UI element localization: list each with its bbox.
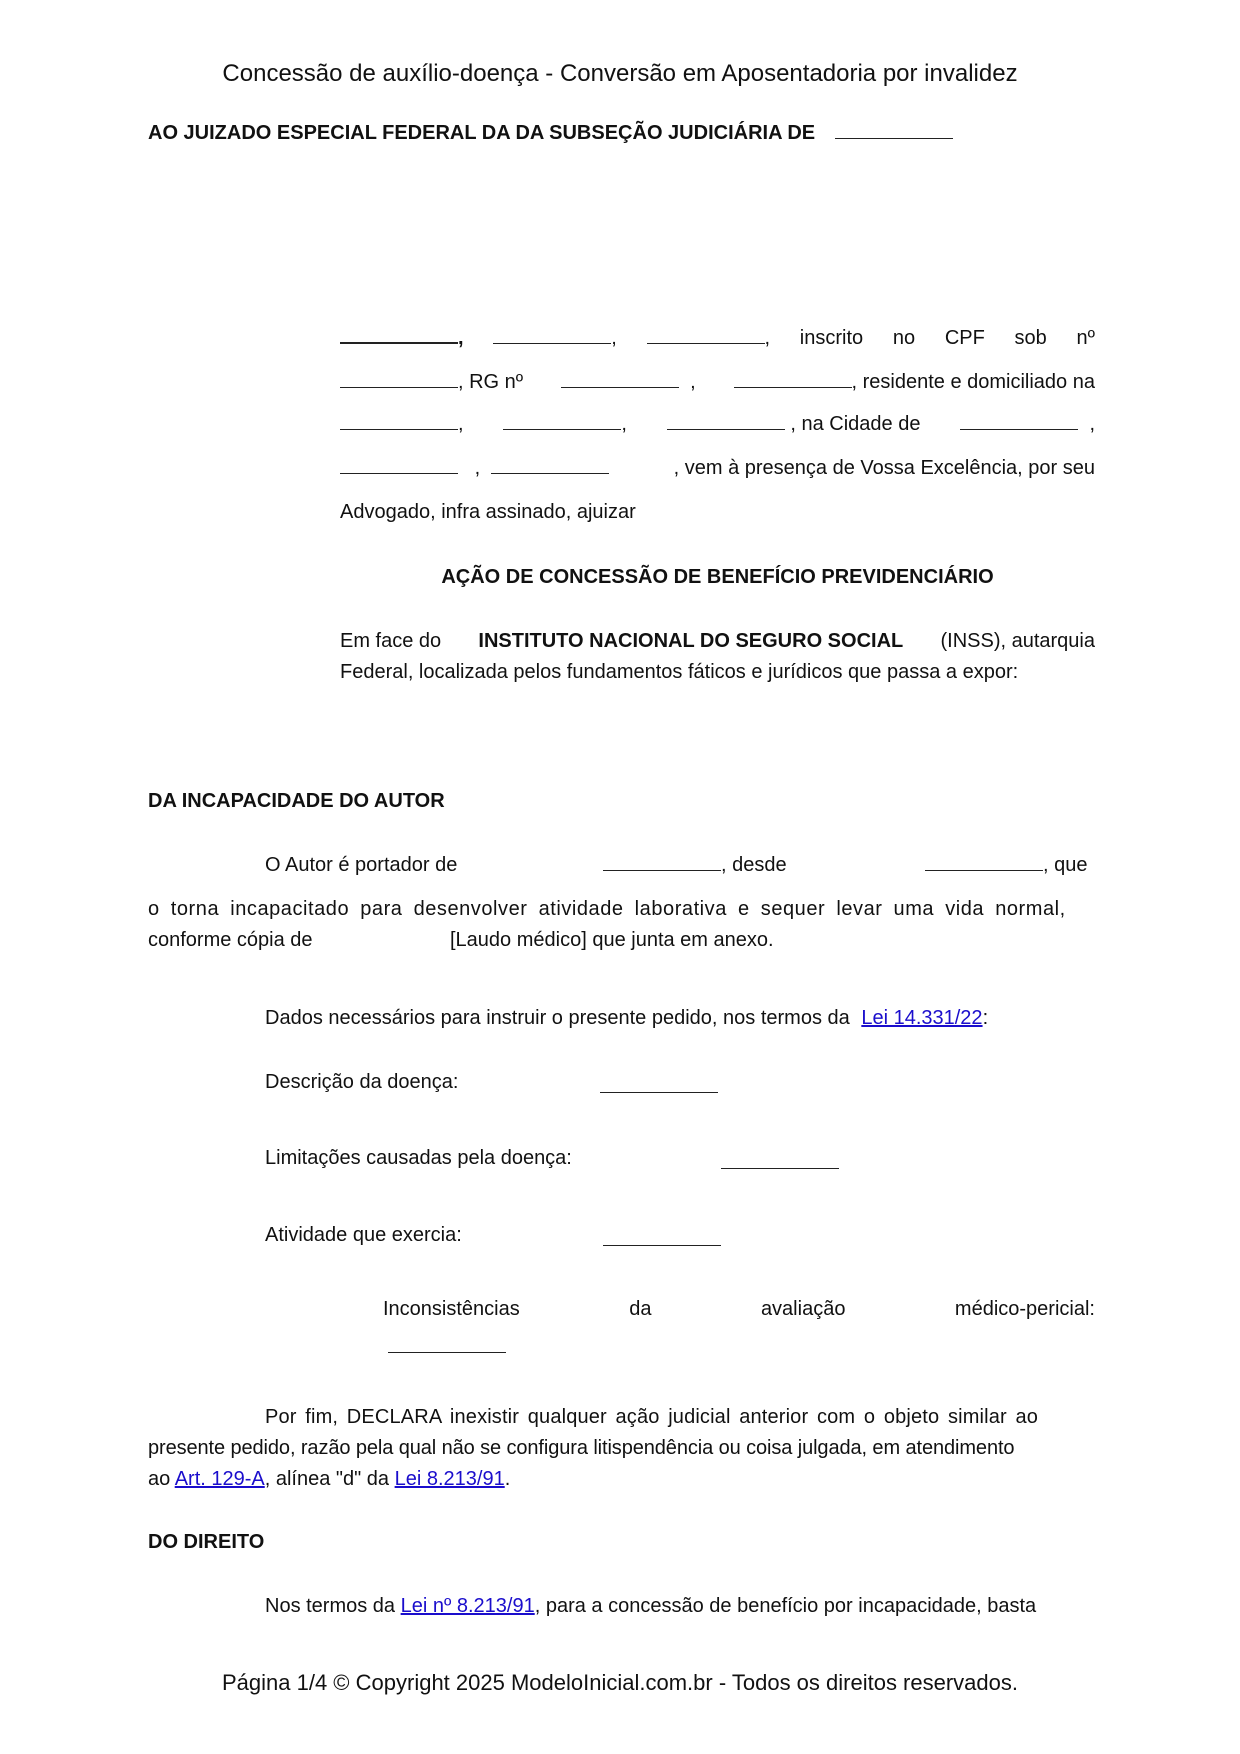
word-cpf: CPF [944,327,985,349]
since-date-field[interactable] [925,870,1043,871]
defendant-name: INSTITUTO NACIONAL DO SEGURO SOCIAL [478,630,904,652]
inconsistencies-line [383,1298,1095,1321]
address-field[interactable] [734,387,852,388]
disease-clause [603,854,787,877]
law-8213-link-2[interactable]: Lei nº 8.213/91 [400,1595,535,1617]
declaration-line-3 [148,1468,510,1491]
inconsistencies-field[interactable] [388,1352,506,1353]
word-da: da [629,1298,652,1320]
defendant-line-1 [340,630,1095,653]
word-avaliacao: avaliação [760,1298,846,1320]
word-medico-pericial: médico-pericial: [954,1298,1095,1320]
plaintiff-name-field[interactable] [340,342,458,344]
court-address-line [148,122,953,145]
defendant-prefix: Em face do [340,630,442,652]
marital-status-field[interactable] [647,343,765,344]
activity-label: Atividade que exercia: [265,1224,462,1246]
zip-field[interactable] [491,473,609,474]
law-14331-link[interactable]: Lei 14.331/22 [861,1007,983,1029]
disease-description-field-wrap [600,1071,718,1093]
activity-field-wrap [603,1224,721,1246]
disease-description-label: Descrição da doença: [265,1071,459,1093]
declaration-end: . [504,1468,511,1490]
number-field[interactable] [503,429,621,430]
resident-text: , residente e domiciliado na [851,371,1095,393]
rg-label: , RG nº [458,371,524,393]
declaration-mid: , alínea "d" da [264,1468,390,1490]
word-inconsistencias: Inconsistências [383,1298,520,1320]
section-heading-law: DO DIREITO [148,1531,265,1553]
incapacity-start: O Autor é portador de [265,854,458,876]
limitations-field[interactable] [721,1168,839,1169]
word-no-symbol: nº [1076,327,1095,349]
cpf-number-field[interactable] [340,387,458,388]
nationality-field[interactable] [493,343,611,344]
state-field[interactable] [340,473,458,474]
incapacity-line-2-text: o torna incapacitado para desenvolver atividade laborativa e sequer levar uma vida normal, [148,898,1066,920]
street-field[interactable] [340,429,458,430]
limitations-label: Limitações causadas pela doença: [265,1147,572,1169]
city-field[interactable] [960,429,1078,430]
word-inscrito: inscrito [799,327,864,349]
presence-text: , vem à presença de Vossa Excelência, por seu [673,457,1095,479]
incapacity-line-3b [450,929,774,952]
court-address: AO JUIZADO ESPECIAL FEDERAL DA DA SUBSEÇÃO JUDICIÁRIA DE [148,122,816,144]
defendant-suffix: (INSS), autarquia [940,630,1095,652]
law-paragraph-start: Nos termos da [265,1595,396,1617]
defendant-line-2: Federal, localizada pelos fundamentos fáticos e jurídicos que passa a expor: [340,661,1019,683]
declaration-line-1-text: Por fim, DECLARA inexistir qualquer ação judicial anterior com o objeto similar ao [265,1406,1039,1428]
law-8213-link[interactable]: Lei 8.213/91 [394,1468,505,1490]
parties-closing: Advogado, infra assinado, ajuizar [340,501,636,523]
page-footer: Página 1/4 © Copyright 2025 ModeloInicial.com.br - Todos os direitos reservados. [222,1670,1018,1695]
incapacity-line-3a: conforme cópia de [148,929,313,951]
parties-line-3: , , , na Cidade de , [340,413,1095,436]
that-text: , que [1043,854,1088,876]
disease-field[interactable] [603,870,721,871]
parties-line-1: , , , inscrito no CPF sob nº [340,327,1095,350]
disease-description-field[interactable] [600,1092,718,1093]
art-129a-link[interactable]: Art. 129-A [174,1468,265,1490]
word-sob: sob [1014,327,1047,349]
document-header-title: Concessão de auxílio-doença - Conversão em Aposentadoria por invalidez [222,60,1018,87]
limitations-field-wrap [721,1147,839,1169]
parties-line-4: , , vem à presença de Vossa Excelência, por seu [340,457,1095,480]
declaration-line-1 [265,1406,1095,1429]
law-paragraph-line-1 [265,1595,1036,1618]
parties-line-2: , RG nº , , residente e domiciliado na [340,371,1095,394]
data-intro-line [265,1007,988,1030]
medical-report-placeholder: [Laudo médico] [450,929,587,951]
court-blank-field[interactable] [835,138,953,139]
declaration-line-2 [148,1437,1095,1460]
incapacity-line-2 [148,898,1095,921]
data-intro-colon: : [982,1007,989,1029]
activity-field[interactable] [603,1245,721,1246]
rg-number-field[interactable] [561,387,679,388]
data-intro-text: Dados necessários para instruir o presente pedido, nos termos da [265,1007,850,1029]
inconsistencies-field-wrap [388,1331,506,1353]
attached-text: que junta em anexo. [592,929,774,951]
city-label: , na Cidade de [790,413,921,435]
since-text: , desde [721,854,787,876]
word-no: no [892,327,916,349]
declaration-ao: ao [148,1468,171,1490]
law-paragraph-end: , para a concessão de benefício por incapacidade, basta [534,1595,1037,1617]
declaration-line-2-text: presente pedido, razão pela qual não se configura litispendência ou coisa julgada, em atendimento [148,1437,1015,1459]
since-clause [925,854,1087,877]
district-field[interactable] [667,429,785,430]
action-title: AÇÃO DE CONCESSÃO DE BENEFÍCIO PREVIDENCIÁRIO [441,566,994,588]
section-heading-incapacity: DA INCAPACIDADE DO AUTOR [148,790,445,812]
